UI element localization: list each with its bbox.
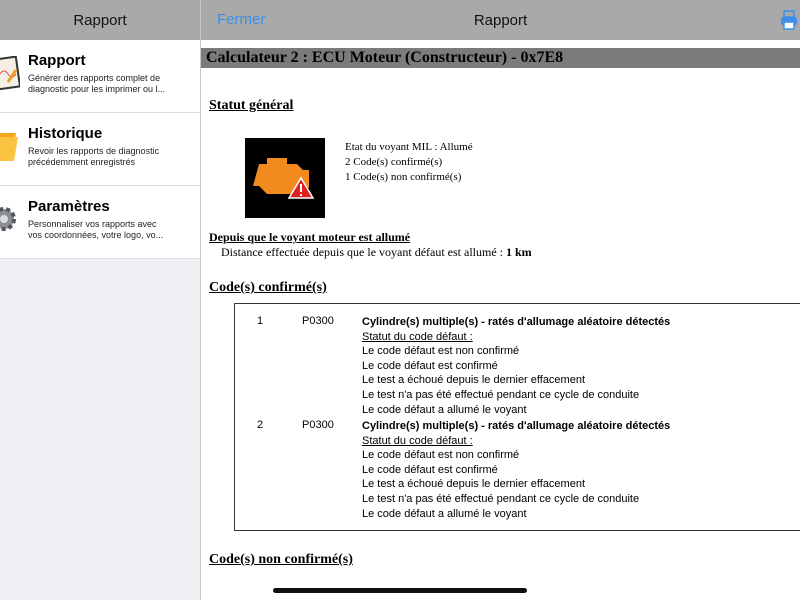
code-id: P0300 [302, 315, 334, 327]
mil-state: Etat du voyant MIL : Allumé [345, 141, 473, 153]
sidebar-item-title: Rapport [28, 52, 86, 69]
printer-icon[interactable] [780, 10, 798, 30]
sidebar [0, 0, 201, 600]
sidebar-title: Rapport [73, 11, 127, 29]
sidebar-item-desc: Revoir les rapports de diagnostic [28, 146, 160, 156]
status-line: Le code défaut est confirmé [362, 463, 498, 476]
sidebar-item-desc: vos coordonnées, votre logo, vo... [28, 230, 164, 240]
unconfirmed-count: 1 Code(s) non confirmé(s) [345, 171, 462, 183]
gear-icon [0, 202, 20, 236]
code-title: Cylindre(s) multiple(s) - ratés d'allumage aléatoire détectés [362, 420, 671, 432]
sidebar-item-title: Paramètres [28, 198, 110, 215]
sidebar-item-desc: diagnostic pour les imprimer ou l... [28, 84, 166, 94]
code-number: 1 [257, 315, 264, 327]
status-line: Le code défaut a allumé le voyant [362, 403, 527, 416]
status-line: Le test n'a pas été effectué pendant ce cycle de conduite [362, 492, 640, 505]
code-number: 2 [257, 419, 264, 431]
folder-icon [0, 129, 20, 163]
status-label: Statut du code défaut : [362, 434, 473, 447]
code-id: P0300 [302, 419, 334, 431]
home-indicator[interactable] [273, 588, 527, 593]
code-title: Cylindre(s) multiple(s) - ratés d'allumage aléatoire détectés [362, 316, 671, 328]
sidebar-item-desc: précédemment enregistrés [28, 157, 136, 167]
status-line: Le code défaut est confirmé [362, 359, 498, 372]
report-pane [201, 0, 800, 600]
distance-label: Distance effectuée depuis que le voyant défaut est allumé : [221, 245, 506, 259]
confirmed-codes-table [234, 303, 800, 531]
status-line: Le test a échoué depuis le dernier effacement [362, 478, 586, 491]
ecu-title: Calculateur 2 : ECU Moteur (Constructeur) - 0x7E8 [201, 48, 800, 68]
status-line: Le test n'a pas été effectué pendant ce cycle de conduite [362, 388, 640, 401]
sidebar-item-rapport[interactable] [0, 40, 200, 113]
status-line: Le code défaut est non confirmé [362, 345, 520, 358]
close-button[interactable]: Fermer [217, 11, 266, 28]
nav-bar [201, 0, 800, 40]
status-heading: Statut général [209, 98, 294, 113]
check-engine-icon [245, 138, 325, 218]
confirmed-count: 2 Code(s) confirmé(s) [345, 156, 443, 168]
sidebar-item-historique[interactable] [0, 113, 200, 186]
status-line: Le code défaut a allumé le voyant [362, 507, 527, 520]
distance-value: 1 km [506, 245, 532, 259]
status-label: Statut du code défaut : [362, 330, 473, 343]
report-content [201, 48, 800, 295]
status-line: Le test a échoué depuis le dernier effacement [362, 374, 586, 387]
report-icon [0, 56, 20, 90]
sidebar-header [0, 0, 200, 40]
sidebar-item-parametres[interactable] [0, 186, 200, 259]
sidebar-item-desc: Personnaliser vos rapports avec [28, 219, 157, 229]
sidebar-item-desc: Générer des rapports complet de [28, 73, 161, 83]
status-line: Le code défaut est non confirmé [362, 449, 520, 462]
unconfirmed-heading: Code(s) non confirmé(s) [209, 552, 353, 567]
nav-title: Rapport [473, 11, 528, 29]
sidebar-item-title: Historique [28, 125, 103, 142]
since-heading: Depuis que le voyant moteur est allumé [209, 230, 411, 244]
confirmed-heading: Code(s) confirmé(s) [209, 280, 327, 295]
